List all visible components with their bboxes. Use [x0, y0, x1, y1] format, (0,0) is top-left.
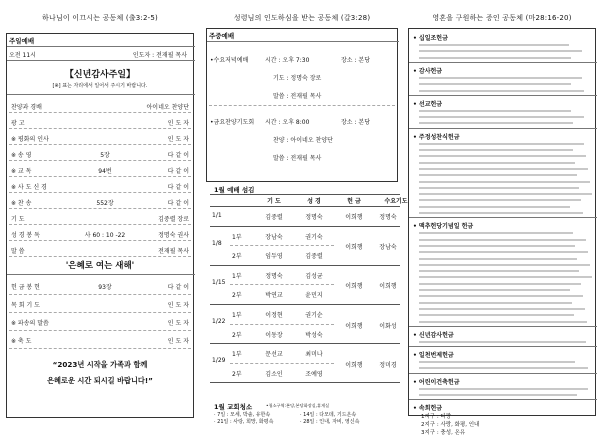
duty-prayer: 박연교: [265, 292, 283, 300]
order-item-person: 다 같 이: [167, 152, 189, 159]
column-offerings: [404, 0, 600, 436]
order-item-person: 인 도 자: [167, 338, 189, 345]
duty-part: 2부: [232, 331, 242, 339]
order-item-detail: 사 60 : 10 -22: [84, 232, 126, 239]
cell-group-1: 1지구 : 다랑: [421, 414, 452, 421]
section-divider: [409, 399, 597, 400]
order-item-label: 기 도: [11, 216, 25, 223]
offering-names-line: [419, 388, 588, 390]
order-row: [7, 278, 193, 296]
duty-prayer: 문선교: [265, 351, 283, 359]
row-divider: [9, 176, 191, 177]
order-item-label: 목 회 기 도: [11, 302, 40, 309]
offering-section-title: • 주정성찬식헌금: [413, 133, 460, 141]
offering-names-line: [419, 116, 584, 118]
duty-header: 성 경: [307, 198, 321, 205]
offering-names-line: [419, 251, 588, 253]
offering-names-line: [419, 50, 582, 52]
section-divider: [409, 346, 597, 347]
duty-part: 2부: [232, 292, 242, 300]
order-row: [7, 146, 193, 162]
duty-date: 1/22: [212, 318, 226, 325]
offering-names-line: [419, 314, 574, 316]
divider: [7, 274, 195, 275]
duty-part: 2부: [232, 253, 242, 261]
offering-names-line: [419, 77, 582, 79]
duty-offering: 이희행: [345, 283, 363, 291]
duty-wednesday: 이희행: [379, 283, 397, 291]
order-row: [7, 194, 193, 210]
duty-row-rule: [210, 382, 400, 383]
duty-bible: 윤민지: [305, 292, 323, 300]
order-item-person: 인 도 자: [167, 120, 189, 127]
section-divider: [409, 217, 597, 218]
order-item-detail: 94번: [98, 168, 112, 175]
offering-section-title: • 속회헌금: [413, 405, 443, 413]
offering-names-line: [419, 276, 592, 278]
standing-notice: [※] 표는 자리에서 일어서 주시기 바랍니다.: [52, 83, 148, 89]
offering-names-line: [419, 361, 575, 363]
order-item-person: 다 같 이: [167, 168, 189, 175]
row-divider: [9, 224, 191, 225]
row-divider: [9, 256, 191, 257]
offering-section-title: • 신년감사헌금: [413, 331, 454, 339]
friday-service-name: •금요찬양기도회: [210, 119, 255, 126]
column-sunday-worship: [0, 0, 200, 424]
order-item-label: 찬양과 경배: [11, 104, 42, 111]
weekday-worship-box: [206, 28, 398, 182]
offering-names-line: [419, 57, 571, 59]
offering-names-line: [419, 168, 588, 170]
duty-date: 1/29: [212, 357, 226, 365]
row-divider: [9, 144, 191, 145]
section-divider: [409, 373, 597, 374]
closing-message-line1: “2023년 시작을 가족과 함께: [52, 360, 148, 369]
duty-header: 헌 금: [347, 198, 361, 205]
offering-names-line: [419, 143, 584, 145]
divider: [207, 41, 399, 42]
order-item-label: ※ 파송의 말씀: [11, 320, 49, 327]
offering-names-line: [419, 44, 569, 46]
offering-names-line: [419, 174, 577, 176]
friday-word: 말씀 : 전재필 목사: [273, 155, 322, 162]
offering-names-line: [419, 270, 579, 272]
cleaning-week1: · 7일 : 모세, 박솔, 유한속: [214, 412, 271, 418]
offering-section-title: • 십일조헌금: [413, 35, 448, 42]
duty-prayer: 이정현: [265, 312, 283, 319]
offering-names-line: [419, 321, 587, 323]
offering-names-line: [419, 232, 573, 234]
offering-names-line: [419, 289, 570, 291]
duty-wednesday: 이화성: [379, 322, 397, 330]
order-row: [7, 210, 193, 226]
duty-part: 1부: [232, 233, 242, 241]
duty-wednesday: 정미경: [379, 361, 397, 369]
order-item-detail: 93장: [98, 284, 112, 291]
section-divider: [409, 95, 597, 96]
offering-names-line: [419, 212, 583, 214]
section-divider: [409, 62, 597, 63]
order-row: [7, 162, 193, 178]
offering-names-line: [419, 162, 575, 164]
order-item-label: 성 경 봉 독: [11, 232, 40, 239]
offering-section-title: • 어린이건축헌금: [413, 378, 460, 386]
column-weekday-worship: [200, 0, 408, 425]
offering-section-title: • 일천번제헌금: [413, 352, 454, 360]
offering-names-line: [419, 206, 570, 208]
row-divider: [9, 128, 191, 129]
offering-names-line: [419, 367, 588, 369]
row-divider: [9, 192, 191, 193]
offering-names-line: [419, 90, 584, 92]
row-divider: [9, 208, 191, 209]
duty-row: [210, 226, 400, 246]
order-item-label: 말 씀: [11, 248, 25, 255]
duty-prayer: 임두영: [265, 253, 283, 261]
duty-title: 1월 예배 섬김: [214, 186, 255, 194]
cell-group-2: 2지구 : 사랑, 화평, 인내: [421, 422, 480, 429]
table-top-rule: [210, 194, 400, 195]
order-item-label: 헌 금 봉 헌: [11, 284, 40, 291]
order-row: [7, 226, 193, 242]
duty-row: [210, 363, 400, 383]
duty-part: 1부: [232, 351, 242, 359]
divider: [7, 60, 195, 61]
duty-date: 1/1: [212, 212, 222, 219]
closing-message-line2: 은혜로운 시간 되시길 바랍니다!”: [47, 376, 153, 385]
order-row: [7, 114, 193, 130]
divider: [7, 94, 195, 95]
order-item-person: 정명숙 권사: [158, 232, 189, 239]
offering-names-line: [419, 122, 573, 124]
duty-prayer: 김중렬: [265, 214, 283, 221]
duty-part: 2부: [232, 370, 242, 378]
duty-prayer: 이동장: [265, 331, 283, 339]
offering-names-line: [419, 149, 573, 151]
section-divider: [409, 128, 597, 129]
duty-date: 1/15: [212, 278, 226, 286]
order-item-label: ※ 축 도: [11, 338, 32, 345]
order-item-person: 다 같 이: [167, 184, 189, 191]
order-item-person: 다 같 이: [167, 200, 189, 207]
offerings-box: [408, 28, 596, 436]
order-item-detail: 5장: [100, 152, 110, 159]
duty-offering: 이희행: [345, 361, 363, 369]
row-divider: [9, 240, 191, 241]
order-item-detail: 552장: [96, 200, 114, 207]
order-item-label: ※ 사 도 신 경: [11, 184, 47, 191]
offering-section-title: • 선교헌금: [413, 100, 443, 108]
offering-names-line: [419, 302, 572, 304]
offering-names-line: [419, 181, 590, 183]
duty-row: [210, 304, 400, 324]
column3-header: 영혼을 구원하는 증인 공동체 (마28:16-20): [432, 14, 572, 22]
cleaning-week4: · 28일 : 인내, 자비, 영신속: [300, 419, 360, 425]
order-item-label: ※ 평화의 인사: [11, 136, 49, 143]
duty-wednesday: 장남숙: [379, 244, 397, 252]
cleaning-week3: · 21일 : 사랑, 희망, 화평속: [214, 419, 274, 425]
duty-bible: 김중렬: [305, 253, 323, 261]
duty-header: 수요기도: [384, 198, 408, 205]
duty-bible: 정명숙: [305, 214, 323, 221]
row-divider: [9, 330, 191, 331]
order-row: [7, 130, 193, 146]
sunday-worship-box: [6, 33, 194, 418]
duty-table: [210, 194, 408, 400]
sermon-title: '은혜로 여는 새해': [65, 261, 135, 271]
duty-part: 1부: [232, 272, 242, 280]
duty-wednesday: 정명숙: [379, 214, 397, 221]
duty-offering: 이희행: [345, 214, 363, 221]
friday-time: 시간 : 오후 8:00: [265, 119, 310, 126]
offering-names-line: [419, 83, 571, 85]
cell-group-3: 3지구 : 충성, 온유: [421, 430, 466, 436]
section-divider: [409, 326, 597, 327]
order-item-person: 인 도 자: [167, 320, 189, 327]
offering-names-line: [419, 193, 592, 195]
wednesday-service-name: •수요저녁예배: [210, 57, 249, 64]
duty-offering: 이희행: [345, 322, 363, 330]
duty-bible: 조예영: [305, 370, 323, 378]
offering-names-line: [419, 187, 579, 189]
duty-bible: 김성균: [305, 272, 323, 280]
cleaning-title: 1월 교회청소: [214, 403, 253, 411]
order-row: [7, 332, 193, 350]
duty-prayer: 김소인: [265, 370, 283, 378]
duty-row: [210, 284, 400, 304]
offering-names-line: [419, 199, 581, 201]
offering-section-title: • 맥추헌당기념일 헌금: [413, 223, 474, 231]
order-item-person: 전재필 목사: [158, 248, 189, 255]
duty-row: [210, 343, 400, 363]
order-item-label: ※ 교 독: [11, 168, 32, 175]
duty-bible: 박성숙: [305, 331, 323, 339]
duty-prayer: 정명숙: [265, 272, 283, 280]
duty-row: [210, 245, 400, 265]
order-item-label: ※ 찬 송: [11, 200, 32, 207]
offering-names-line: [419, 245, 575, 247]
duty-part: 1부: [232, 312, 242, 319]
order-item-person: 다 같 이: [167, 284, 189, 291]
row-divider: [9, 160, 191, 161]
order-row: [7, 314, 193, 332]
offering-names-line: [419, 341, 586, 343]
divider: [209, 105, 395, 106]
worship-time: 오전 11시: [9, 52, 36, 59]
order-row: [7, 296, 193, 314]
cleaning-week2: · 14일 : 다모데, 기드온속: [300, 412, 357, 418]
row-divider: [9, 312, 191, 313]
service-title: 【신년감사주일】: [64, 70, 136, 80]
row-divider: [9, 348, 191, 349]
order-item-person: 김중렬 장로: [158, 216, 189, 223]
offering-section-title: • 감사헌금: [413, 67, 443, 75]
order-row: [7, 242, 193, 258]
duty-row: [210, 265, 400, 285]
wednesday-prayer: 기도 : 정명숙 장로: [273, 75, 322, 82]
wednesday-word: 말씀 : 전재필 목사: [273, 93, 322, 100]
duty-date: 1/8: [212, 239, 222, 247]
order-row: [7, 178, 193, 194]
duty-row: [210, 324, 400, 344]
order-item-label: 광 고: [11, 120, 25, 127]
offering-names-line: [419, 295, 583, 297]
friday-place: 장소 : 본당: [341, 119, 371, 126]
order-item-label: ※ 송 영: [11, 152, 32, 159]
sunday-worship-label: 주일예배: [9, 37, 35, 45]
duty-bible: 최미나: [305, 351, 323, 359]
column2-header: 성령님의 인도하심을 받는 공동체 (갈3:28): [233, 14, 371, 22]
offering-names-line: [419, 239, 586, 241]
duty-bible: 권기순: [305, 312, 323, 319]
offering-names-line: [419, 264, 590, 266]
order-item-person: 인 도 자: [167, 302, 189, 309]
divider: [7, 46, 195, 47]
row-divider: [9, 112, 191, 113]
order-item-person: 인 도 자: [167, 136, 189, 143]
row-divider: [9, 294, 191, 295]
worship-leader: 인도자 : 전재필 목사: [132, 52, 187, 59]
wednesday-time: 시간 : 오후 7:30: [265, 57, 310, 64]
offering-names-line: [419, 394, 577, 396]
friday-praise: 찬양 : 아이네오 찬양단: [273, 137, 333, 144]
offering-names-line: [419, 155, 586, 157]
offering-names-line: [419, 283, 581, 285]
order-item-person: 아이네오 찬양단: [146, 104, 189, 111]
duty-header: 기 도: [267, 198, 281, 205]
wednesday-place: 장소 : 본당: [341, 57, 371, 64]
offering-names-line: [419, 110, 571, 112]
duty-prayer: 장남숙: [265, 233, 283, 241]
offering-names-line: [419, 308, 585, 310]
duty-row: [210, 206, 400, 226]
weekday-worship-label: 주중예배: [209, 32, 235, 40]
column1-header: 하나님이 이끄시는 공동체 (출3:2-5): [42, 14, 158, 22]
offering-names-line: [419, 258, 577, 260]
duty-bible: 권기숙: [305, 233, 323, 241]
cleaning-area-note: •청소구역:본당,본당화장실,휴게실: [266, 403, 330, 408]
duty-offering: 이희행: [345, 244, 363, 252]
order-row: [7, 98, 193, 114]
